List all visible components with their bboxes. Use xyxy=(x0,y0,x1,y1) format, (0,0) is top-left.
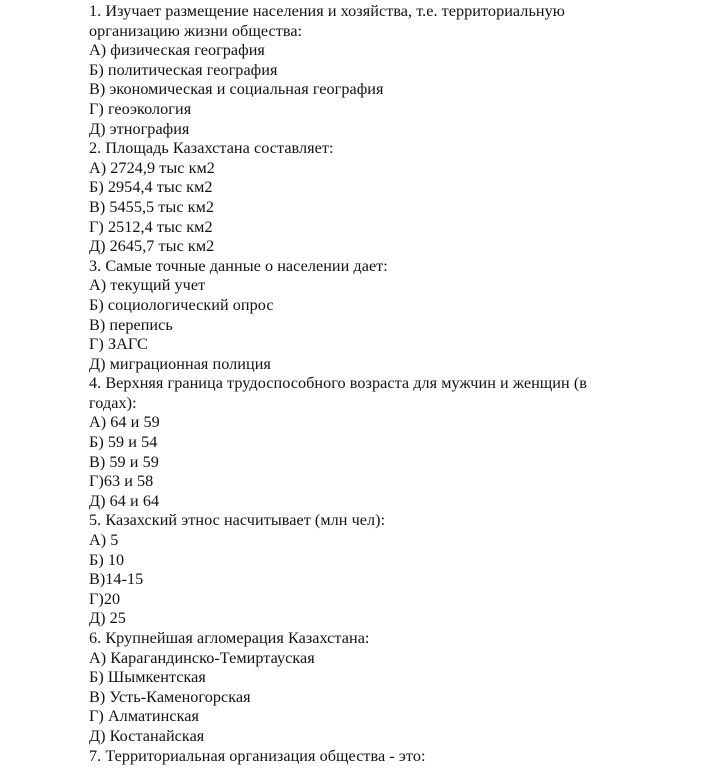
answer-option: В) Усть-Каменогорская xyxy=(89,687,251,706)
answer-option: Г)63 и 58 xyxy=(89,472,154,491)
question-text-line: 3. Самые точные данные о населении дает: xyxy=(89,256,388,275)
question-1 xyxy=(89,2,649,139)
answer-option: Г) геоэкология xyxy=(89,99,192,118)
answer-option: Б) Шымкентская xyxy=(89,668,206,687)
answer-option: А) 2724,9 тыс км2 xyxy=(89,158,215,177)
answer-option: Д) миграционная полиция xyxy=(89,354,271,373)
answer-option: Г) 2512,4 тыс км2 xyxy=(89,217,213,236)
answer-option: Д) Костанайская xyxy=(89,726,205,745)
question-text-line: 4. Верхняя граница трудоспособного возраста для мужчин и женщин (в xyxy=(89,374,587,393)
answer-option: В) экономическая и социальная география xyxy=(89,80,384,99)
question-4 xyxy=(89,374,649,511)
answer-option: А) 5 xyxy=(89,531,119,550)
answer-option: В) перепись xyxy=(89,315,173,334)
question-text-line: 5. Казахский этнос насчитывает (млн чел): xyxy=(89,511,386,530)
quiz-document xyxy=(89,2,649,766)
question-2 xyxy=(89,139,649,257)
question-text-line: 1. Изучает размещение населения и хозяйства, т.е. территориальную xyxy=(89,2,565,20)
answer-option: Б) 59 и 54 xyxy=(89,433,158,452)
answer-option: В) 59 и 59 xyxy=(89,452,159,471)
question-text-line: организацию жизни общества: xyxy=(89,21,303,40)
answer-option: А) текущий учет xyxy=(89,276,206,295)
question-text-line: 2. Площадь Казахстана составляет: xyxy=(89,139,334,158)
answer-option: А) 64 и 59 xyxy=(89,413,160,432)
question-7 xyxy=(89,747,649,767)
answer-option: А) Карагандинско-Темиртауская xyxy=(89,648,315,667)
answer-option: Б) 2954,4 тыс км2 xyxy=(89,178,213,197)
answer-option: Г)20 xyxy=(89,589,121,608)
question-3 xyxy=(89,257,649,375)
question-5 xyxy=(89,511,649,629)
question-text-line: годах): xyxy=(89,393,137,412)
question-6 xyxy=(89,629,649,747)
answer-option: Б) социологический опрос xyxy=(89,295,274,314)
answer-option: Г) ЗАГС xyxy=(89,335,148,354)
answer-option: В)14-15 xyxy=(89,570,144,589)
answer-option: Д) 25 xyxy=(89,609,126,628)
answer-option: Г) Алматинская xyxy=(89,707,199,726)
answer-option: Б) 10 xyxy=(89,550,125,569)
answer-option: Д) 2645,7 тыс км2 xyxy=(89,237,215,256)
answer-option: В) 5455,5 тыс км2 xyxy=(89,197,215,216)
question-text-line: 7. Территориальная организация общества - это: xyxy=(89,746,426,765)
answer-option: Д) 64 и 64 xyxy=(89,491,160,510)
answer-option: Д) этнография xyxy=(89,119,190,138)
answer-option: А) физическая география xyxy=(89,41,265,60)
answer-option: Б) политическая география xyxy=(89,60,278,79)
question-text-line: 6. Крупнейшая агломерация Казахстана: xyxy=(89,629,370,647)
